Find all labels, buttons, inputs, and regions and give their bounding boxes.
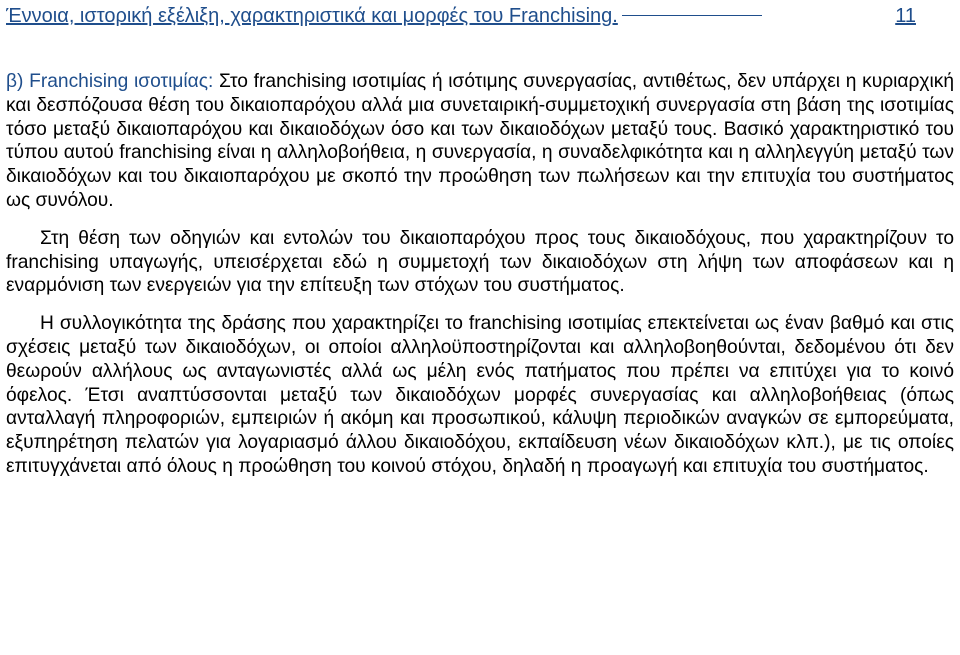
body-text xyxy=(6,70,954,479)
paragraph-collectivity: Η συλλογικότητα της δράσης που χαρακτηρίζει το franchising ισοτιμίας επεκτείνεται ως έναν βαθμό και στις σχέσεις μεταξύ των δικαιοδόχων, οι οποίοι αλληλοϋποστηρίζονται και αλληλοβοηθούνται, δεδομένου ότι δεν θεωρούν αλλήλους ως ανταγωνιστές αλλά ως μέλη ενός πατήματος που πρέπει να επιτύχει για το κοινό όφελος. Έτσι αναπτύσσονται μεταξύ των δικαιοδόχων μορφές συνεργασίας και αλληλοβοήθειας (όπως ανταλλαγή πληροφοριών, εμπειριών ή ακόμη και προσωπικού, κάλυψη περιοδικών αναγκών σε εμπορεύματα, εξυπηρέτηση πελατών για λογαριασμό άλλου δικαιοδόχου, εκπαίδευση νέων δικαιοδόχων κλπ.), με τις οποίες επιτυγχάνεται από όλους η προώθηση του κοινού στόχου, δηλαδή η προαγωγή και επιτυχία του συστήματος. xyxy=(6,313,954,477)
page-number: 11 xyxy=(895,5,916,27)
header-rule xyxy=(622,14,762,16)
paragraph-franchising-isotimias xyxy=(6,70,954,213)
paragraph-text: Στο franchising ισοτιμίας ή ισότιμης συνεργασίας, αντιθέτως, δεν υπάρχει η κυριαρχική και δεσπόζουσα θέση του δικαιοπαρόχου αλλά μια συνεταιρική-συμμετοχική συνεργασία στη βάση της ισοτιμίας τόσο μεταξύ δικαιοπαρόχου και δικαιοδόχων όσο και των δικαιοδόχων μεταξύ τους. Βασικό χαρακτηριστικό του τύπου αυτού franchising είναι η αλληλοβοήθεια, η συνεργασία, η συναδελφικότητα και η αλληλεγγύη μεταξύ των δικαιοδόχων και του δικαιοπαρόχου με σκοπό την προώθηση των πωλήσεων και την επιτυχία του συστήματος ως συνόλου. xyxy=(6,71,954,211)
page-header xyxy=(6,0,954,32)
paragraph-decisions: Στη θέση των οδηγιών και εντολών του δικαιοπαρόχου προς τους δικαιοδόχους, που χαρακτηρίζουν το franchising υπαγωγής, υπεισέρχεται εδώ η συμμετοχή των δικαιοδόχων στη λήψη των αποφάσεων και η εναρμόνιση των ενεργειών για την επίτευξη των στόχων του συστήματος. xyxy=(6,227,954,297)
section-lead: β) Franchising ισοτιμίας: xyxy=(6,71,214,92)
header-title: Έννοια, ιστορική εξέλιξη, χαρακτηριστικά και μορφές του Franchising. xyxy=(6,5,618,27)
document-page xyxy=(6,0,954,655)
